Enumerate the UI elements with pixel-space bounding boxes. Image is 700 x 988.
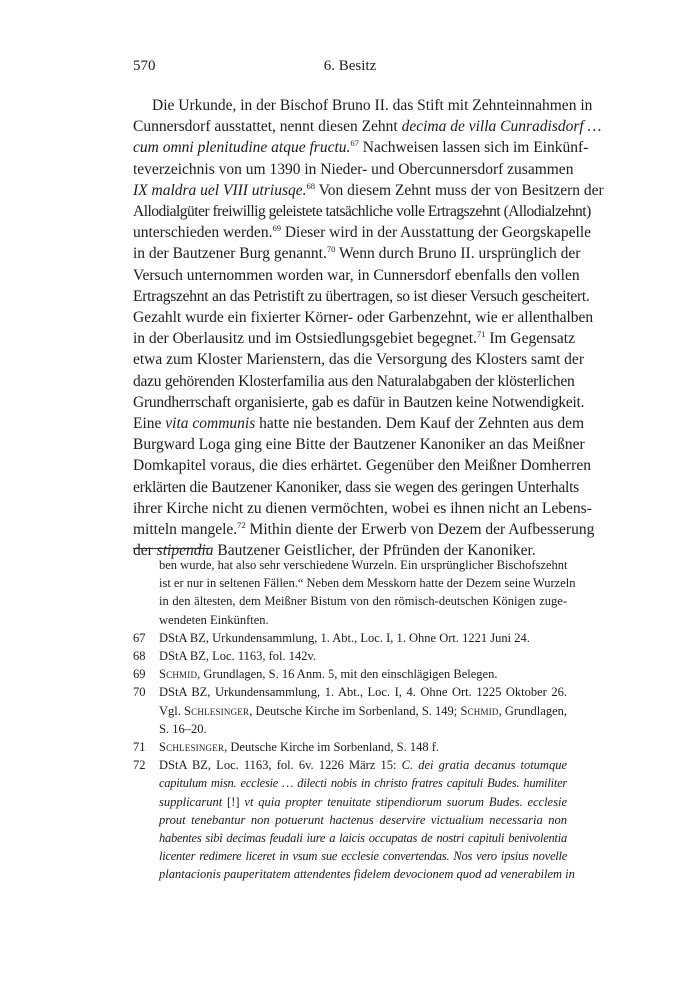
footnote-72-line: prout tenebantur non potuerunt hactenus deservire victualium necessaria non: [159, 812, 567, 827]
author-name: Schmid: [460, 703, 499, 718]
footnote-69: 69 Schmid, Grundlagen, S. 16 Anm. 5, mit den einschlägigen Belegen.: [133, 665, 567, 683]
footnote-number: 72: [133, 758, 146, 773]
footnote-continuation-line: ist er nur in seltenen Fällen.“ Neben dem Messkorn hatte der Dezem seine Wurzeln: [159, 576, 576, 591]
footnote-ref[interactable]: 67: [350, 138, 359, 149]
body-line: cum omni plenitudine atque fructu.$^{67}$ Nachweisen lassen sich im Einkünf-: [133, 138, 589, 157]
body-line: etwa zum Kloster Marienstern, das die Versorgung des Klosters samt der: [133, 351, 584, 369]
footnote-70-line: Vgl. Schlesinger, Deutsche Kirche im Sorbenland, S. 149; Schmid, Grundlagen,: [159, 703, 568, 718]
footnote-68: 68 DStA BZ, Loc. 1163, fol. 142v.: [133, 647, 567, 665]
body-line: Eine vita communis hatte nie bestanden. Dem Kauf der Zehnten aus dem: [133, 415, 585, 433]
footnote-72-line: habentes sibi decimas feudali iure a laicis occupatas de nostri capituli benivolentia: [159, 831, 567, 846]
footnote-72: 72 DStA BZ, Loc. 1163, fol. 6v. 1226 März 15: C. dei gratia decanus totumque: [133, 756, 567, 774]
footnote-70-line: S. 16–20.: [159, 721, 207, 736]
footnote-continuation-line: wendeten Einkünften.: [159, 612, 269, 627]
footnote-continuation-line: in den ältesten, dem Meißner Bistum von den römisch-deutschen Königen zuge-: [159, 594, 567, 609]
footnote-number: 70: [133, 685, 146, 700]
body-line: teverzeichnis von um 1390 in Nieder- und Obercunnersdorf zusammen: [133, 160, 574, 178]
footnote-number: 68: [133, 649, 146, 664]
body-line: Die Urkunde, in der Bischof Bruno II. das Stift mit Zehnteinnahmen in: [152, 97, 593, 114]
page-header: [133, 58, 567, 78]
body-line: Allodialgüter freiwillig geleistete tatsächliche volle Ertragszehnt (Allodialzehnt): [133, 203, 591, 221]
footnote-number: 67: [133, 630, 146, 645]
footnote-number: 69: [133, 667, 146, 682]
footnote-72-line: plantacionis pauperitatem attendentes fidelem devocionem quod ad venerabilem in: [159, 867, 575, 882]
body-line: IX maldra uel VIII utriusqe.$^{68}$ Von diesem Zehnt muss der von Besitzern der: [133, 180, 604, 199]
body-line: mitteln mangele.$^{72}$ Mithin diente der Erwerb von Dezem der Aufbesserung: [133, 520, 595, 539]
body-line: Versuch unternommen worden war, in Cunnersdorf ebenfalls den vollen: [133, 266, 580, 284]
body-line: der stipendia Bautzener Geistlicher, der Pfründen der Kanoniker.: [133, 542, 536, 560]
page-number: 570: [133, 58, 156, 74]
footnote-72-line: licenter redimere liceret in vsum sue ecclesie convertendas. Nos vero ipsius novelle: [159, 849, 567, 864]
footnote-ref[interactable]: 71: [476, 329, 486, 340]
footnote-separator: [133, 548, 210, 549]
footnote-71: 71 Schlesinger, Deutsche Kirche im Sorbenland, S. 148 f.: [133, 738, 567, 756]
author-name: Schmid: [159, 667, 198, 682]
body-line: in der Oberlausitz und im Ostsiedlungsgebiet begegnet.$^{71}$ Im Gegensatz: [133, 329, 575, 348]
running-title: 6. Besitz: [323, 58, 377, 74]
body-line: dazu gehörenden Klosterfamilia aus den Naturalabgaben der klösterlichen: [133, 372, 575, 390]
body-line: Domkapitel voraus, die dies erhärtet. Gegenüber den Meißner Domherren: [133, 457, 591, 475]
body-line: Ertragszehnt an das Petristift zu übertragen, so ist dieser Versuch gescheitert.: [133, 287, 590, 305]
footnote-67: 67 DStA BZ, Urkundensammlung, 1. Abt., Loc. I, 1. Ohne Ort. 1221 Juni 24.: [133, 629, 567, 647]
body-line: Burgward Loga ging eine Bitte der Bautzener Kanoniker an das Meißner: [133, 436, 585, 454]
body-line: Grundherrschaft organisierte, gab es dafür in Bautzen keine Notwendigkeit.: [133, 393, 585, 411]
body-line: ihrer Kirche nicht zu dienen vermöchten, wobei es ihnen nicht an Lebens-: [133, 499, 592, 517]
footnote-continuation-line: ben wurde, hat also sehr verschiedene Wurzeln. Ein ursprünglicher Bischofszehnt: [159, 558, 568, 572]
footnote-70: 70 DStA BZ, Urkundensammlung, 1. Abt., Loc. I, 4. Ohne Ort. 1225 Oktober 26.: [133, 683, 567, 701]
footnotes: [133, 556, 576, 884]
footnote-ref[interactable]: 68: [306, 180, 315, 191]
footnote-ref[interactable]: 69: [272, 223, 281, 234]
body-line: Cunnersdorf ausstattet, nennt diesen Zehnt decima de villa Cunradisdorf …: [133, 118, 602, 136]
footnote-ref[interactable]: 72: [237, 520, 246, 531]
body-line: unterschieden werden.$^{69}$ Dieser wird in der Ausstattung der Georgskapelle: [133, 223, 592, 242]
author-name: Schlesinger: [159, 740, 225, 755]
footnote-ref[interactable]: 70: [326, 244, 336, 255]
footnote-number: 71: [133, 740, 146, 755]
footnote-72-line: capitulum misn. ecclesie … dilecti nobis in christo fratres capituli Budes. humiliter: [159, 776, 567, 791]
footnote-72-line: supplicarunt [!] vt quia propter tenuitate stipendiorum suorum Budes. ecclesie: [159, 794, 567, 809]
author-name: Schlesinger: [184, 703, 250, 718]
body-line: in der Bautzener Burg genannt.$^{70}$ Wenn durch Bruno II. ursprünglich der: [133, 244, 581, 263]
body-line: erklärten die Bautzener Kanoniker, dass sie wegen des geringen Unterhalts: [133, 478, 579, 496]
body-paragraph: [133, 95, 604, 561]
body-line: Gezahlt wurde ein fixierter Körner- oder Garbenzehnt, wie er allenthalben: [133, 309, 594, 327]
